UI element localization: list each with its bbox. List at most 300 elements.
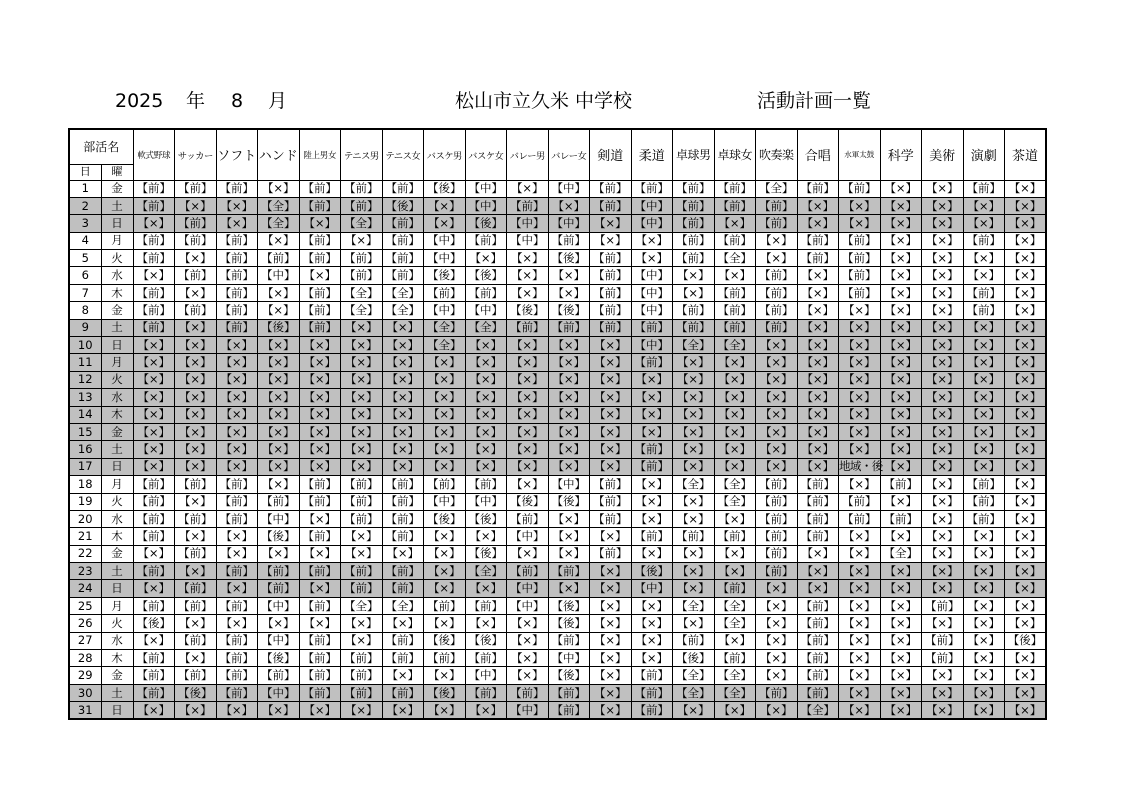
schedule-cell: 【×】: [175, 250, 217, 267]
schedule-cell: 【×】: [839, 337, 881, 354]
schedule-cell: 【×】: [341, 441, 383, 458]
schedule-cell: 【前】: [714, 650, 756, 667]
day-number-cell: 2: [69, 197, 101, 214]
schedule-cell: 【×】: [175, 650, 217, 667]
schedule-cell: 【×】: [341, 337, 383, 354]
month-label: 月: [268, 90, 288, 112]
schedule-cell: 【前】: [424, 650, 466, 667]
schedule-cell: 【後】: [424, 180, 466, 197]
schedule-cell: 【前】: [133, 232, 175, 249]
schedule-cell: 【×】: [465, 354, 507, 371]
club-name-corner-header: 部活名: [69, 129, 133, 164]
schedule-cell: 【前】: [133, 476, 175, 493]
schedule-cell: 【×】: [382, 667, 424, 684]
schedule-cell: 【前】: [133, 667, 175, 684]
schedule-cell: 【×】: [548, 528, 590, 545]
schedule-cell: 【前】: [797, 684, 839, 701]
schedule-cell: 【×】: [507, 476, 549, 493]
schedule-cell: 【×】: [507, 180, 549, 197]
month-value: 8: [231, 90, 244, 112]
schedule-cell: 【前】: [382, 476, 424, 493]
schedule-cell: 【×】: [880, 337, 922, 354]
schedule-cell: 【×】: [258, 389, 300, 406]
schedule-cell: 【後】: [465, 632, 507, 649]
schedule-cell: 【×】: [548, 389, 590, 406]
schedule-cell: 【中】: [424, 302, 466, 319]
schedule-cell: 【全】: [673, 684, 715, 701]
schedule-cell: 【全】: [714, 337, 756, 354]
schedule-cell: 【×】: [922, 267, 964, 284]
schedule-cell: 【前】: [341, 684, 383, 701]
schedule-cell: 【×】: [548, 267, 590, 284]
weekday-cell: 土: [101, 197, 133, 214]
schedule-cell: 【×】: [963, 406, 1005, 423]
schedule-cell: 【×】: [1005, 441, 1047, 458]
schedule-cell: 【×】: [590, 406, 632, 423]
schedule-cell: 【×】: [382, 545, 424, 562]
weekday-cell: 木: [101, 406, 133, 423]
schedule-cell: 【前】: [341, 580, 383, 597]
schedule-cell: 【×】: [424, 441, 466, 458]
schedule-cell: 【前】: [797, 180, 839, 197]
club-header: 陸上男女: [299, 129, 341, 180]
schedule-cell: 【全】: [424, 337, 466, 354]
schedule-cell: 【×】: [465, 406, 507, 423]
schedule-cell: 【×】: [1005, 563, 1047, 580]
schedule-cell: 【×】: [922, 337, 964, 354]
schedule-cell: 【前】: [590, 319, 632, 336]
schedule-cell: 【×】: [133, 215, 175, 232]
schedule-cell: 【×】: [839, 389, 881, 406]
schedule-cell: 【×】: [797, 441, 839, 458]
schedule-cell: 【前】: [631, 458, 673, 475]
schedule-cell: 【前】: [216, 284, 258, 301]
schedule-cell: 【×】: [880, 267, 922, 284]
schedule-cell: 【×】: [133, 337, 175, 354]
schedule-cell: 【×】: [963, 597, 1005, 614]
schedule-cell: 【×】: [839, 702, 881, 719]
schedule-cell: 【前】: [797, 650, 839, 667]
schedule-cell: 【×】: [382, 615, 424, 632]
schedule-cell: 【前】: [465, 476, 507, 493]
schedule-cell: 【前】: [631, 319, 673, 336]
schedule-cell: 【前】: [631, 441, 673, 458]
year-value: 2025: [115, 90, 164, 112]
schedule-cell: 【×】: [922, 667, 964, 684]
schedule-cell: 【×】: [507, 615, 549, 632]
weekday-cell: 水: [101, 632, 133, 649]
schedule-cell: 【×】: [673, 615, 715, 632]
schedule-cell: 【×】: [299, 406, 341, 423]
schedule-cell: 【×】: [797, 458, 839, 475]
schedule-cell: 【×】: [963, 423, 1005, 440]
day-number-cell: 25: [69, 597, 101, 614]
schedule-cell: 【前】: [714, 232, 756, 249]
schedule-cell: 【前】: [756, 319, 798, 336]
schedule-cell: 【前】: [133, 650, 175, 667]
schedule-cell: 【後】: [465, 267, 507, 284]
schedule-cell: 【×】: [880, 597, 922, 614]
table-row: [69, 684, 1046, 701]
schedule-cell: 【×】: [299, 389, 341, 406]
schedule-cell: 【後】: [133, 615, 175, 632]
schedule-cell: 【×】: [258, 406, 300, 423]
schedule-cell: 【前】: [839, 510, 881, 527]
schedule-cell: 【前】: [216, 302, 258, 319]
schedule-cell: 【前】: [548, 702, 590, 719]
schedule-cell: 【×】: [797, 389, 839, 406]
schedule-cell: 【×】: [1005, 319, 1047, 336]
schedule-cell: 【前】: [341, 563, 383, 580]
schedule-cell: 【中】: [507, 215, 549, 232]
day-number-cell: 19: [69, 493, 101, 510]
schedule-cell: 【全】: [341, 597, 383, 614]
schedule-cell: 【全】: [258, 197, 300, 214]
schedule-cell: 【前】: [714, 180, 756, 197]
schedule-cell: 【前】: [175, 232, 217, 249]
schedule-cell: 【前】: [382, 580, 424, 597]
schedule-cell: 【×】: [673, 702, 715, 719]
schedule-cell: 【前】: [382, 528, 424, 545]
schedule-cell: 【中】: [631, 197, 673, 214]
schedule-cell: 【前】: [299, 180, 341, 197]
schedule-cell: 【×】: [963, 545, 1005, 562]
schedule-cell: 【×】: [465, 458, 507, 475]
schedule-cell: 【前】: [673, 319, 715, 336]
day-number-cell: 18: [69, 476, 101, 493]
schedule-cell: 【×】: [673, 267, 715, 284]
schedule-cell: 【×】: [548, 510, 590, 527]
schedule-cell: 【×】: [382, 354, 424, 371]
schedule-cell: 【×】: [382, 702, 424, 719]
schedule-cell: 【中】: [631, 580, 673, 597]
schedule-cell: 【後】: [631, 563, 673, 580]
schedule-cell: 【中】: [258, 597, 300, 614]
day-number-cell: 7: [69, 284, 101, 301]
schedule-cell: 【×】: [797, 354, 839, 371]
schedule-cell: 【全】: [880, 545, 922, 562]
schedule-cell: 【×】: [382, 441, 424, 458]
schedule-cell: 【×】: [216, 702, 258, 719]
schedule-cell: 【×】: [880, 615, 922, 632]
schedule-cell: 【×】: [258, 337, 300, 354]
schedule-cell: 【×】: [548, 337, 590, 354]
schedule-cell: 【後】: [465, 510, 507, 527]
schedule-cell: 【×】: [216, 545, 258, 562]
schedule-cell: 【×】: [714, 389, 756, 406]
schedule-cell: 【中】: [424, 250, 466, 267]
schedule-cell: 【×】: [880, 319, 922, 336]
day-number-cell: 1: [69, 180, 101, 197]
schedule-cell: 【後】: [548, 667, 590, 684]
schedule-cell: 【×】: [424, 215, 466, 232]
schedule-cell: 【×】: [507, 284, 549, 301]
schedule-cell: 【前】: [424, 284, 466, 301]
schedule-cell: 【×】: [299, 337, 341, 354]
day-number-cell: 4: [69, 232, 101, 249]
day-number-cell: 14: [69, 406, 101, 423]
table-row: [69, 423, 1046, 440]
schedule-cell: 【×】: [714, 267, 756, 284]
schedule-cell: 【×】: [1005, 423, 1047, 440]
schedule-cell: 【×】: [590, 563, 632, 580]
table-row: [69, 563, 1046, 580]
day-number-cell: 3: [69, 215, 101, 232]
schedule-cell: 【前】: [548, 232, 590, 249]
day-number-cell: 9: [69, 319, 101, 336]
schedule-cell: 【×】: [714, 702, 756, 719]
schedule-cell: 【×】: [880, 371, 922, 388]
schedule-cell: 【前】: [382, 215, 424, 232]
schedule-cell: 【前】: [299, 232, 341, 249]
schedule-cell: 【×】: [216, 458, 258, 475]
schedule-cell: 【×】: [839, 476, 881, 493]
schedule-cell: 【×】: [880, 684, 922, 701]
schedule-cell: 【前】: [507, 510, 549, 527]
schedule-cell: 【×】: [714, 510, 756, 527]
schedule-cell: 【×】: [175, 441, 217, 458]
schedule-cell: 【前】: [963, 284, 1005, 301]
schedule-cell: 【前】: [382, 510, 424, 527]
schedule-cell: 【×】: [341, 406, 383, 423]
schedule-cell: 【×】: [175, 528, 217, 545]
schedule-cell: 【×】: [341, 354, 383, 371]
schedule-cell: 【中】: [548, 215, 590, 232]
schedule-cell: 【前】: [465, 597, 507, 614]
schedule-cell: 【×】: [631, 423, 673, 440]
schedule-cell: 【×】: [590, 597, 632, 614]
schedule-cell: 【前】: [756, 267, 798, 284]
club-header: テニス女: [382, 129, 424, 180]
schedule-cell: 【×】: [797, 545, 839, 562]
schedule-cell: 【×】: [797, 563, 839, 580]
schedule-cell: 【×】: [922, 493, 964, 510]
schedule-cell: 【×】: [258, 354, 300, 371]
weekday-cell: 日: [101, 702, 133, 719]
schedule-cell: 【中】: [465, 302, 507, 319]
schedule-cell: 【前】: [382, 250, 424, 267]
schedule-cell: 【前】: [714, 528, 756, 545]
schedule-cell: 【前】: [673, 180, 715, 197]
schedule-cell: 【×】: [507, 423, 549, 440]
schedule-cell: 【×】: [299, 615, 341, 632]
schedule-cell: 【中】: [631, 284, 673, 301]
schedule-cell: 【中】: [507, 597, 549, 614]
schedule-cell: 【前】: [133, 493, 175, 510]
schedule-cell: 【×】: [590, 632, 632, 649]
schedule-cell: 【×】: [1005, 510, 1047, 527]
schedule-cell: 【前】: [673, 528, 715, 545]
schedule-cell: 【×】: [963, 528, 1005, 545]
schedule-cell: 【×】: [341, 458, 383, 475]
schedule-cell: 【×】: [424, 423, 466, 440]
schedule-cell: 【前】: [216, 267, 258, 284]
schedule-cell: 【×】: [548, 371, 590, 388]
schedule-cell: 【×】: [424, 563, 466, 580]
schedule-cell: 【×】: [175, 389, 217, 406]
schedule-cell: 【×】: [922, 319, 964, 336]
schedule-cell: 【×】: [922, 284, 964, 301]
schedule-cell: 【前】: [341, 650, 383, 667]
schedule-cell: 【×】: [175, 371, 217, 388]
schedule-cell: 【×】: [880, 215, 922, 232]
schedule-cell: 【×】: [424, 406, 466, 423]
day-number-cell: 11: [69, 354, 101, 371]
table-row: [69, 580, 1046, 597]
schedule-cell: 【前】: [258, 667, 300, 684]
schedule-cell: 【×】: [797, 319, 839, 336]
schedule-cell: 【×】: [963, 319, 1005, 336]
schedule-cell: 【×】: [880, 563, 922, 580]
schedule-cell: 【×】: [756, 667, 798, 684]
schedule-cell: 【×】: [341, 702, 383, 719]
schedule-cell: 【×】: [175, 406, 217, 423]
schedule-cell: 【×】: [258, 458, 300, 475]
schedule-cell: 【×】: [673, 493, 715, 510]
weekday-cell: 月: [101, 476, 133, 493]
club-header: 軟式野球: [133, 129, 175, 180]
schedule-cell: 【×】: [465, 702, 507, 719]
schedule-cell: 【×】: [1005, 354, 1047, 371]
table-row: [69, 441, 1046, 458]
schedule-cell: 【前】: [341, 180, 383, 197]
schedule-cell: 【×】: [922, 389, 964, 406]
schedule-cell: 【前】: [258, 580, 300, 597]
schedule-cell: 【×】: [1005, 371, 1047, 388]
schedule-cell: 【×】: [465, 389, 507, 406]
schedule-cell: 【×】: [839, 632, 881, 649]
schedule-cell: 【中】: [548, 476, 590, 493]
schedule-cell: 【前】: [631, 354, 673, 371]
schedule-cell: 【後】: [424, 632, 466, 649]
weekday-cell: 金: [101, 667, 133, 684]
table-row: [69, 476, 1046, 493]
schedule-cell: 【全】: [673, 476, 715, 493]
schedule-cell: 【後】: [1005, 632, 1047, 649]
schedule-cell: 【×】: [922, 458, 964, 475]
day-number-cell: 23: [69, 563, 101, 580]
schedule-cell: 【前】: [756, 476, 798, 493]
day-number-cell: 28: [69, 650, 101, 667]
day-number-cell: 12: [69, 371, 101, 388]
schedule-cell: 【×】: [922, 476, 964, 493]
schedule-cell: 【全】: [341, 302, 383, 319]
schedule-cell: 【×】: [922, 441, 964, 458]
day-number-cell: 31: [69, 702, 101, 719]
schedule-cell: 【×】: [922, 702, 964, 719]
schedule-cell: 【前】: [756, 545, 798, 562]
schedule-cell: 【中】: [465, 180, 507, 197]
weekday-cell: 木: [101, 650, 133, 667]
schedule-cell: 【×】: [175, 563, 217, 580]
schedule-cell: 【前】: [756, 197, 798, 214]
table-row: [69, 545, 1046, 562]
schedule-cell: 【×】: [299, 580, 341, 597]
club-header: バレー男: [507, 129, 549, 180]
schedule-cell: 【前】: [175, 476, 217, 493]
schedule-cell: 【前】: [631, 667, 673, 684]
school-name: 松山市立久米 中学校: [455, 90, 633, 112]
schedule-cell: 【前】: [548, 563, 590, 580]
club-header: 柔道: [631, 129, 673, 180]
schedule-cell: 【前】: [258, 493, 300, 510]
schedule-cell: 【×】: [133, 458, 175, 475]
schedule-cell: 【前】: [382, 267, 424, 284]
schedule-cell: 【前】: [631, 702, 673, 719]
day-number-cell: 29: [69, 667, 101, 684]
schedule-cell: 【前】: [341, 250, 383, 267]
day-number-cell: 20: [69, 510, 101, 527]
schedule-cell: 【×】: [922, 302, 964, 319]
schedule-cell: 【前】: [216, 493, 258, 510]
day-number-cell: 24: [69, 580, 101, 597]
schedule-cell: 【前】: [382, 232, 424, 249]
schedule-cell: 【前】: [133, 302, 175, 319]
schedule-cell: 【×】: [963, 563, 1005, 580]
schedule-cell: 【×】: [756, 337, 798, 354]
schedule-cell: 【×】: [797, 580, 839, 597]
schedule-cell: 【×】: [133, 406, 175, 423]
schedule-cell: 【前】: [216, 563, 258, 580]
schedule-cell: 【×】: [714, 458, 756, 475]
schedule-cell: 【×】: [922, 354, 964, 371]
table-row: [69, 337, 1046, 354]
schedule-cell: 【×】: [465, 250, 507, 267]
schedule-cell: 【×】: [756, 702, 798, 719]
schedule-cell: 【×】: [1005, 684, 1047, 701]
schedule-cell: 【×】: [631, 232, 673, 249]
schedule-cell: 【×】: [382, 423, 424, 440]
schedule-cell: 【×】: [797, 406, 839, 423]
schedule-cell: 【×】: [880, 632, 922, 649]
schedule-cell: 【前】: [341, 493, 383, 510]
schedule-cell: 【×】: [590, 232, 632, 249]
schedule-cell: 【後】: [465, 545, 507, 562]
schedule-cell: 【×】: [216, 423, 258, 440]
schedule-cell: 【×】: [922, 528, 964, 545]
header-row: [69, 129, 1046, 164]
schedule-cell: 【前】: [839, 232, 881, 249]
schedule-cell: 【×】: [839, 580, 881, 597]
table-row: [69, 510, 1046, 527]
day-number-cell: 16: [69, 441, 101, 458]
schedule-cell: 【×】: [507, 250, 549, 267]
schedule-cell: 【×】: [714, 354, 756, 371]
weekday-cell: 日: [101, 458, 133, 475]
schedule-cell: 【前】: [299, 284, 341, 301]
schedule-cell: 【×】: [673, 284, 715, 301]
schedule-cell: 【前】: [299, 563, 341, 580]
schedule-cell: 【前】: [839, 180, 881, 197]
club-header: 演劇: [963, 129, 1005, 180]
schedule-cell: 【×】: [133, 267, 175, 284]
schedule-cell: 【×】: [216, 197, 258, 214]
schedule-cell: 【×】: [631, 406, 673, 423]
schedule-cell: 【×】: [548, 458, 590, 475]
schedule-cell: 【前】: [590, 197, 632, 214]
schedule-cell: 【×】: [133, 580, 175, 597]
schedule-cell: 【後】: [548, 597, 590, 614]
schedule-cell: 【×】: [133, 423, 175, 440]
schedule-cell: 【全】: [465, 319, 507, 336]
weekday-cell: 水: [101, 389, 133, 406]
schedule-cell: 【×】: [880, 441, 922, 458]
schedule-cell: 【前】: [631, 684, 673, 701]
schedule-cell: 【×】: [258, 441, 300, 458]
schedule-cell: 【前】: [507, 684, 549, 701]
schedule-cell: 【前】: [382, 650, 424, 667]
schedule-cell: 【前】: [382, 563, 424, 580]
